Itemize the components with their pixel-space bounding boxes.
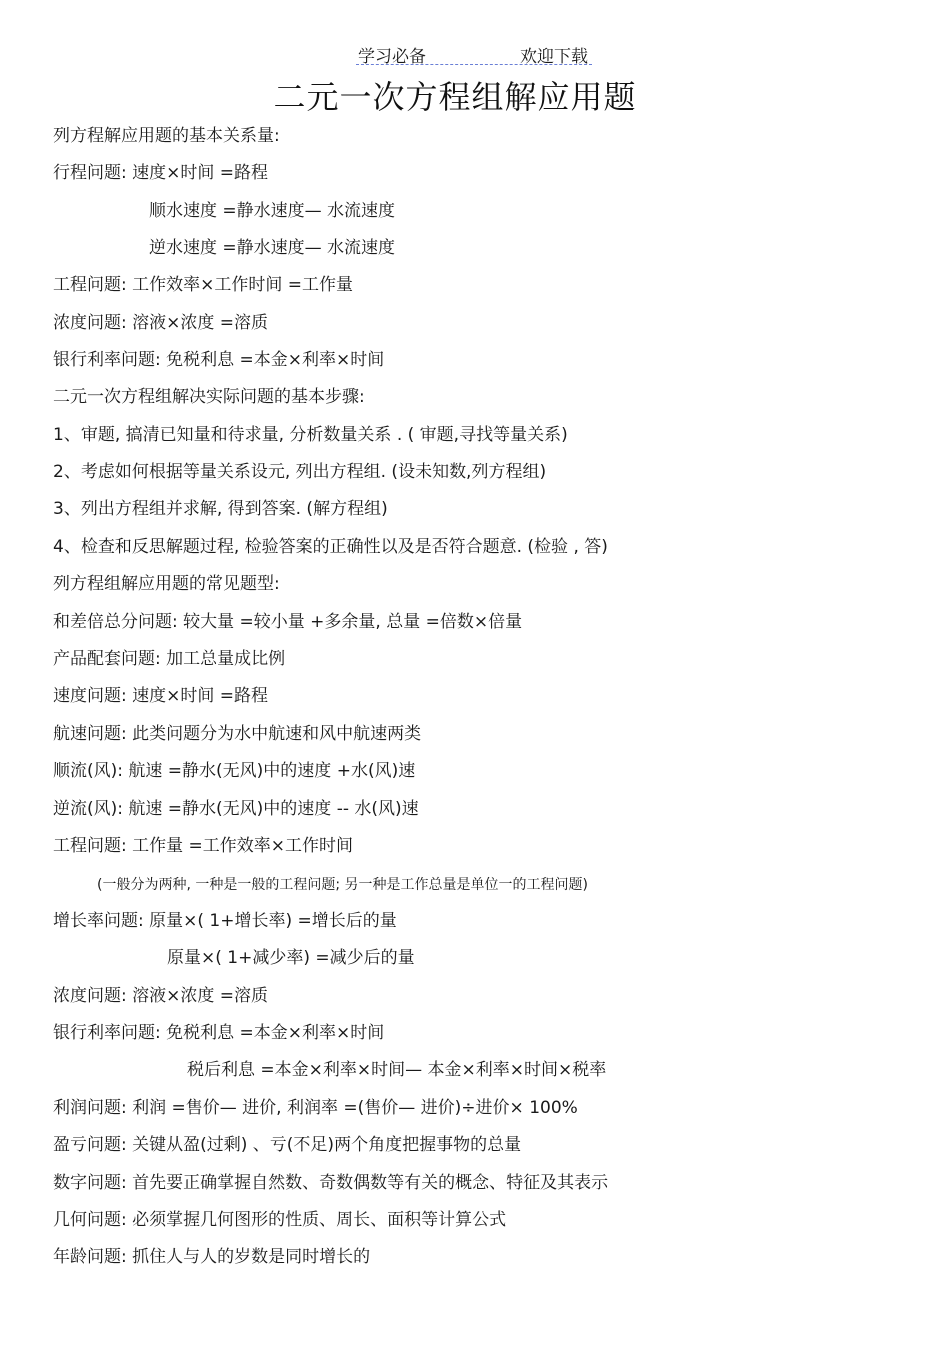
header-left-text: 学习必备	[358, 47, 426, 67]
text-line: 原量×( 1+减少率) =减少后的量	[167, 948, 415, 968]
step-item: 3、列出方程组并求解, 得到答案. (解方程组)	[53, 499, 388, 519]
text-line: 工程问题: 工作效率×工作时间 =工作量	[53, 275, 354, 295]
text-line: 产品配套问题: 加工总量成比例	[53, 649, 286, 669]
section-heading-steps: 二元一次方程组解决实际问题的基本步骤:	[53, 387, 365, 407]
text-line: 银行利率问题: 免税利息 =本金×利率×时间	[53, 1023, 385, 1043]
step-item: 2、考虑如何根据等量关系设元, 列出方程组. (设未知数,列方程组)	[53, 462, 547, 482]
text-line: 逆水速度 =静水速度— 水流速度	[149, 238, 396, 258]
text-line: 增长率问题: 原量×( 1+增长率) =增长后的量	[53, 911, 397, 931]
text-line: 顺流(风): 航速 =静水(无风)中的速度 +水(风)速	[53, 761, 416, 781]
header-right-text: 欢迎下载	[520, 47, 588, 67]
text-line: 年龄问题: 抓住人与人的岁数是同时增长的	[53, 1247, 371, 1267]
text-line: 工程问题: 工作量 =工作效率×工作时间	[53, 836, 354, 856]
text-line: 行程问题: 速度×时间 =路程	[53, 163, 269, 183]
text-line: 银行利率问题: 免税利息 =本金×利率×时间	[53, 350, 385, 370]
step-item: 4、检查和反思解题过程, 检验答案的正确性以及是否符合题意. (检验 , 答)	[53, 537, 608, 557]
page-header	[356, 40, 592, 65]
text-line: 数字问题: 首先要正确掌握自然数、奇数偶数等有关的概念、特征及其表示	[53, 1173, 609, 1193]
text-line: 浓度问题: 溶液×浓度 =溶质	[53, 986, 269, 1006]
text-line: 几何问题: 必须掌握几何图形的性质、周长、面积等计算公式	[53, 1210, 507, 1230]
step-item: 1、审题, 搞清已知量和待求量, 分析数量关系 . ( 审题,寻找等量关系)	[53, 425, 568, 445]
section-heading-problem-types: 列方程组解应用题的常见题型:	[53, 574, 280, 594]
text-line: 盈亏问题: 关键从盈(过剩) 、亏(不足)两个角度把握事物的总量	[53, 1135, 522, 1155]
text-line: 顺水速度 =静水速度— 水流速度	[149, 201, 396, 221]
note-line: (一般分为两种, 一种是一般的工程问题; 另一种是工作总量是单位一的工程问题)	[97, 877, 588, 893]
text-line: 速度问题: 速度×时间 =路程	[53, 686, 269, 706]
text-line: 利润问题: 利润 =售价— 进价, 利润率 =(售价— 进价)÷进价× 100%	[53, 1098, 578, 1118]
section-heading-basic-relations: 列方程解应用题的基本关系量:	[53, 126, 280, 146]
text-line: 航速问题: 此类问题分为水中航速和风中航速两类	[53, 724, 422, 744]
text-line: 和差倍总分问题: 较大量 =较小量 +多余量, 总量 =倍数×倍量	[53, 612, 523, 632]
text-line: 浓度问题: 溶液×浓度 =溶质	[53, 313, 269, 333]
text-line: 税后利息 =本金×利率×时间— 本金×利率×时间×税率	[187, 1060, 607, 1080]
document-title: 二元一次方程组解应用题	[273, 78, 637, 116]
text-line: 逆流(风): 航速 =静水(无风)中的速度 -- 水(风)速	[53, 799, 419, 819]
